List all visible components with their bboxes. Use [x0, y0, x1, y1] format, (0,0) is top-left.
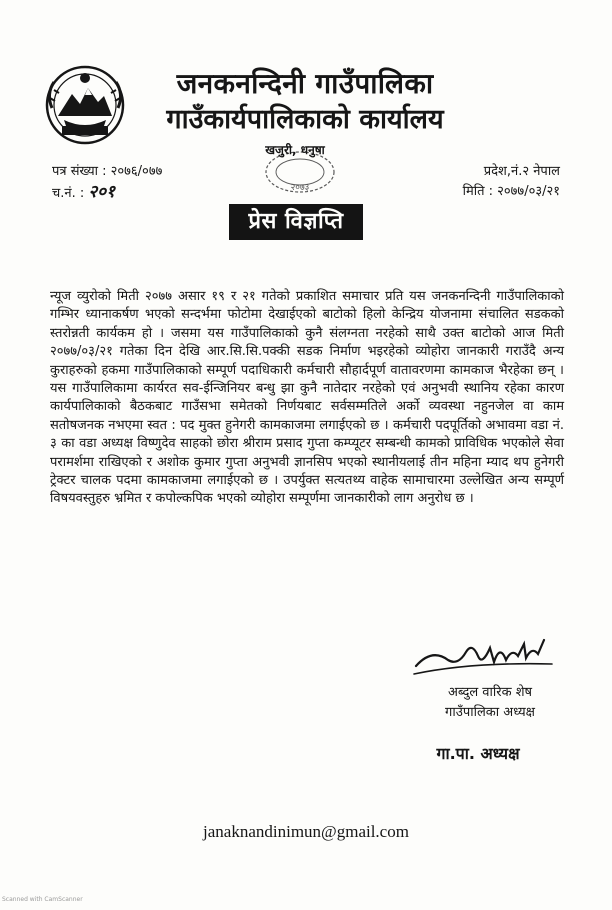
dispatch-number — [52, 183, 115, 203]
office-address: खजुरी, धनुषा — [265, 143, 325, 157]
dispatch-number-label: च.नं. : — [52, 186, 85, 201]
letter-number: पत्र संख्या : २०७६/०७७ — [52, 164, 163, 179]
nepal-emblem-icon — [44, 64, 126, 146]
signatory-name: अब्दुल वारिक शेष — [447, 685, 533, 700]
contact-email: janaknandinimun@gmail.com — [203, 822, 409, 841]
press-release-body — [50, 288, 564, 509]
letter-date: मिति : २०७७/०३/२१ — [462, 184, 560, 199]
seal-label: गा.पा. अध्यक्ष — [436, 744, 520, 763]
stamp-text: २०७३ — [290, 183, 310, 193]
press-release-title: प्रेस विज्ञप्ति — [229, 204, 363, 240]
signatory-designation: गाउँपालिका अध्यक्ष — [445, 705, 535, 720]
office-name: जनकनन्दिनी गाउँपालिका — [176, 67, 434, 100]
province-label: प्रदेश,नं.२ नेपाल — [483, 164, 560, 179]
scanner-watermark: Scanned with CamScanner — [2, 896, 83, 903]
signatory-block — [420, 683, 560, 723]
handwritten-signature-icon — [412, 626, 554, 680]
body-paragraph: न्यूज व्युरोको मिती २०७७ असार १९ र २१ गतेको प्रकाशित समाचार प्रति यस जनकनन्दिनी गाउँपालिकाको गम्भिर ध्यानाकर्षण भएको सन्दर्भमा फोटोमा देखाईएको बाटोको हिलो केन्द्रिय योजनामा संचालित सडकको स्तरोन्नती कार्यकम हो । जसमा यस गाउँपालिकाको कुनै संलग्नता नरहेको साथै उक्त बाटोको आज मिती २०७७/०३/२१ गतेका दिन देखि आर.सि.सि.पक्की सडक निर्माण भइरहेको व्योहोरा जानकारी गराउँदै अन्य कुराहरुको हकमा गाउँपालिकाको सम्पूर्ण पदाधिकारी कर्मचारी सौहार्दपूर्ण वातावरणमा कामकाज भैरहेका छन् । यस गाउँपालिकामा कार्यरत सव-ईन्जिनियर बन्धु झा कुनै नातेदार नरहेको एवं अनुभवी स्थानिय रहेका कारण कार्यपालिकाको बैठकबाट गाउँसभा समेतको निर्णयबाट सर्वसम्मतिले अर्को व्यवस्था नहुनजेल वा काम सतोषजनक नभएमा स्वत : पद मुक्त हुनेगरी कामकाजमा लगाईएको छ । कर्मचारी पदपूर्तिको अभावमा वडा नं. ३ का वडा अध्यक्ष विष्णुदेव साहको छोरा श्रीराम प्रसाद गुप्ता कम्प्यूटर सम्बन्धी कामको प्राविधिक भएकोले सेवा परामर्शमा राखिएको र अशोक कुमार गुप्ता अनुभवी ज्ञानसिप भएको स्थानीयलाई तीन महिना म्याद थप हुनेगरी ट्रेक्टर चालक पदमा कामकाजमा लगाईएको छ । उपर्युक्त सत्यतथ्य वाहेक सामाचारमा उल्लेखित अन्य सम्पूर्ण विषयवस्तुहरु भ्रमित र कपोल्कपिक भएको व्योहोरा सम्पूर्णमा जानकारीको लाग अनुरोध छ । — [50, 289, 564, 507]
office-subtitle: गाउँकार्यपालिकाको कार्यालय — [166, 104, 444, 135]
dispatch-number-value: २०१ — [88, 182, 115, 202]
